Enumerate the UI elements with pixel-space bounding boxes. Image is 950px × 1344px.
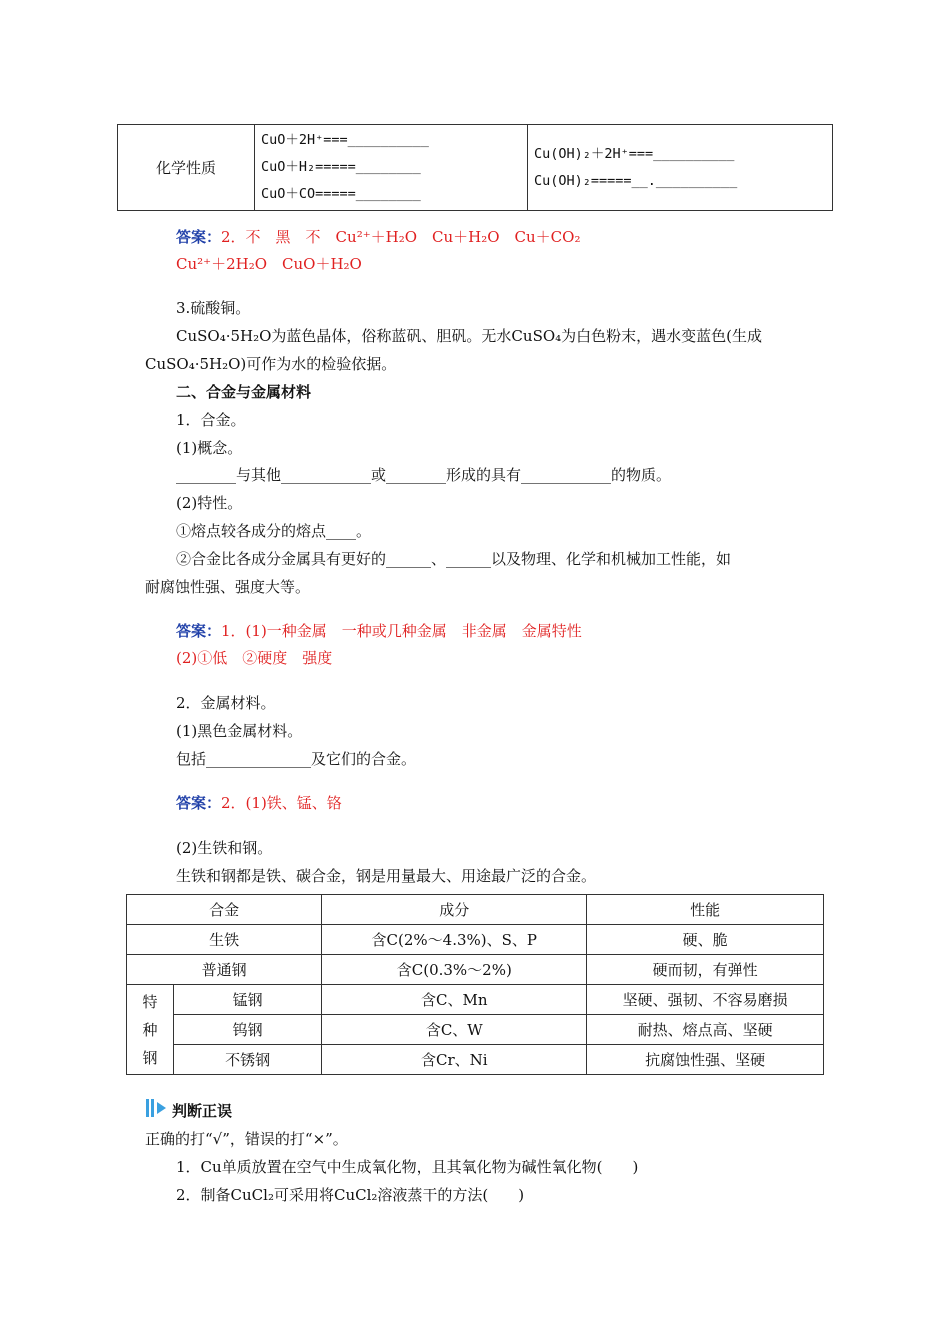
special-steel-label [127,985,174,1075]
paragraph-line: CuSO₄·5H₂O为蓝色晶体，俗称蓝矾、胆矾。无水CuSO₄为白色粉末，遇水变蓝色(生成 [176,327,763,345]
table-cell: 含C(2%～4.3%)、S、P [322,925,587,955]
include-blank-line: 包括______________及它们的合金。 [176,750,417,768]
subsection-title: (1)黑色金属材料。 [176,722,303,740]
cuo-line-1: CuO＋2H⁺===__________ [261,132,429,148]
judge-instruction: 正确的打“√”，错误的打“×”。 [145,1130,348,1148]
cuoh-line-2: Cu(OH)₂=====__.__________ [534,172,738,189]
section-heading: 二、合金与金属材料 [176,383,312,401]
answer-text-line2: Cu²⁺＋2H₂O CuO＋H₂O [176,255,362,273]
cuoh-cell [528,125,833,211]
vertical-char: 钢 [142,1048,158,1067]
subsection-title: (1)概念。 [176,439,243,457]
answer-text: 2．不 黑 不 Cu²⁺＋H₂O Cu＋H₂O Cu＋CO₂ [221,228,581,246]
row-label: 化学性质 [155,158,216,177]
table-cell: 含C(0.3%～2%) [322,955,587,985]
paragraph-line: CuSO₄·5H₂O)可作为水的检验依据。 [145,355,397,373]
header-cell: 性能 [587,895,824,925]
alloy-table [126,894,824,1075]
judge-title: 判断正误 [172,1102,233,1120]
item-title: 1．合金。 [176,411,246,429]
table-cell: 含C、Mn [322,985,587,1015]
table-cell: 硬、脆 [587,925,824,955]
table-cell: 含Cr、Ni [322,1045,587,1075]
cuo-line-3: CuO＋CO=====________ [261,186,421,202]
row-label-cell [118,125,255,211]
answer-label: 答案： [176,228,222,246]
table-cell: 普通钢 [127,955,322,985]
table-row [127,955,824,985]
answer-label: 答案： [176,794,222,812]
answer-block-3 [176,793,342,813]
judge-question: 2．制备CuCl₂可采用将CuCl₂溶液蒸干的方法( ) [176,1186,525,1204]
table-cell: 抗腐蚀性强、坚硬 [587,1045,824,1075]
properties-table [117,124,833,211]
table-cell: 硬而韧，有弹性 [587,955,824,985]
section-title: 3.硫酸铜。 [176,299,251,317]
table-row [127,985,824,1015]
cuoh-line-1: Cu(OH)₂＋2H⁺===__________ [534,145,735,162]
answer-label: 答案： [176,622,222,640]
item-title: 2．金属材料。 [176,694,276,712]
table-header-row [127,895,824,925]
table-cell: 钨钢 [174,1015,322,1045]
table-cell: 耐热、熔点高、坚硬 [587,1015,824,1045]
table-cell: 坚硬、强韧、不容易磨损 [587,985,824,1015]
table-cell: 不锈钢 [174,1045,322,1075]
table-row [127,1045,824,1075]
answer-text-line2: (2)①低 ②硬度 强度 [176,649,333,667]
cuo-line-2: CuO＋H₂=====________ [261,159,421,175]
paragraph-line: 生铁和钢都是铁、碳合金，钢是用量最大、用途最广泛的合金。 [176,867,597,885]
section-marker-icon [146,1098,168,1118]
vertical-char: 种 [142,1020,158,1039]
property-line: ①熔点较各成分的熔点____。 [176,522,372,540]
concept-blank-line: ________与其他____________或________形成的具有____________的物质。 [176,466,672,484]
answer-block-2 [176,621,582,641]
answer-text: 1．(1)一种金属 一种或几种金属 非金属 金属特性 [221,622,582,640]
subsection-title: (2)生铁和钢。 [176,839,273,857]
table-cell: 锰钢 [174,985,322,1015]
header-cell: 成分 [322,895,587,925]
table-row [127,1015,824,1045]
subsection-title: (2)特性。 [176,494,243,512]
answer-block-1 [176,227,580,247]
table-row [127,925,824,955]
judge-question: 1．Cu单质放置在空气中生成氧化物，且其氧化物为碱性氧化物( ) [176,1158,639,1176]
table-cell: 生铁 [127,925,322,955]
property-line: ②合金比各成分金属具有更好的______、______以及物理、化学和机械加工性能，如 [176,550,732,568]
table-cell: 含C、W [322,1015,587,1045]
property-line: 耐腐蚀性强、强度大等。 [145,578,311,596]
vertical-char: 特 [142,992,158,1011]
answer-text: 2．(1)铁、锰、铬 [221,794,342,812]
header-cell: 合金 [127,895,322,925]
cuo-cell [255,125,528,211]
